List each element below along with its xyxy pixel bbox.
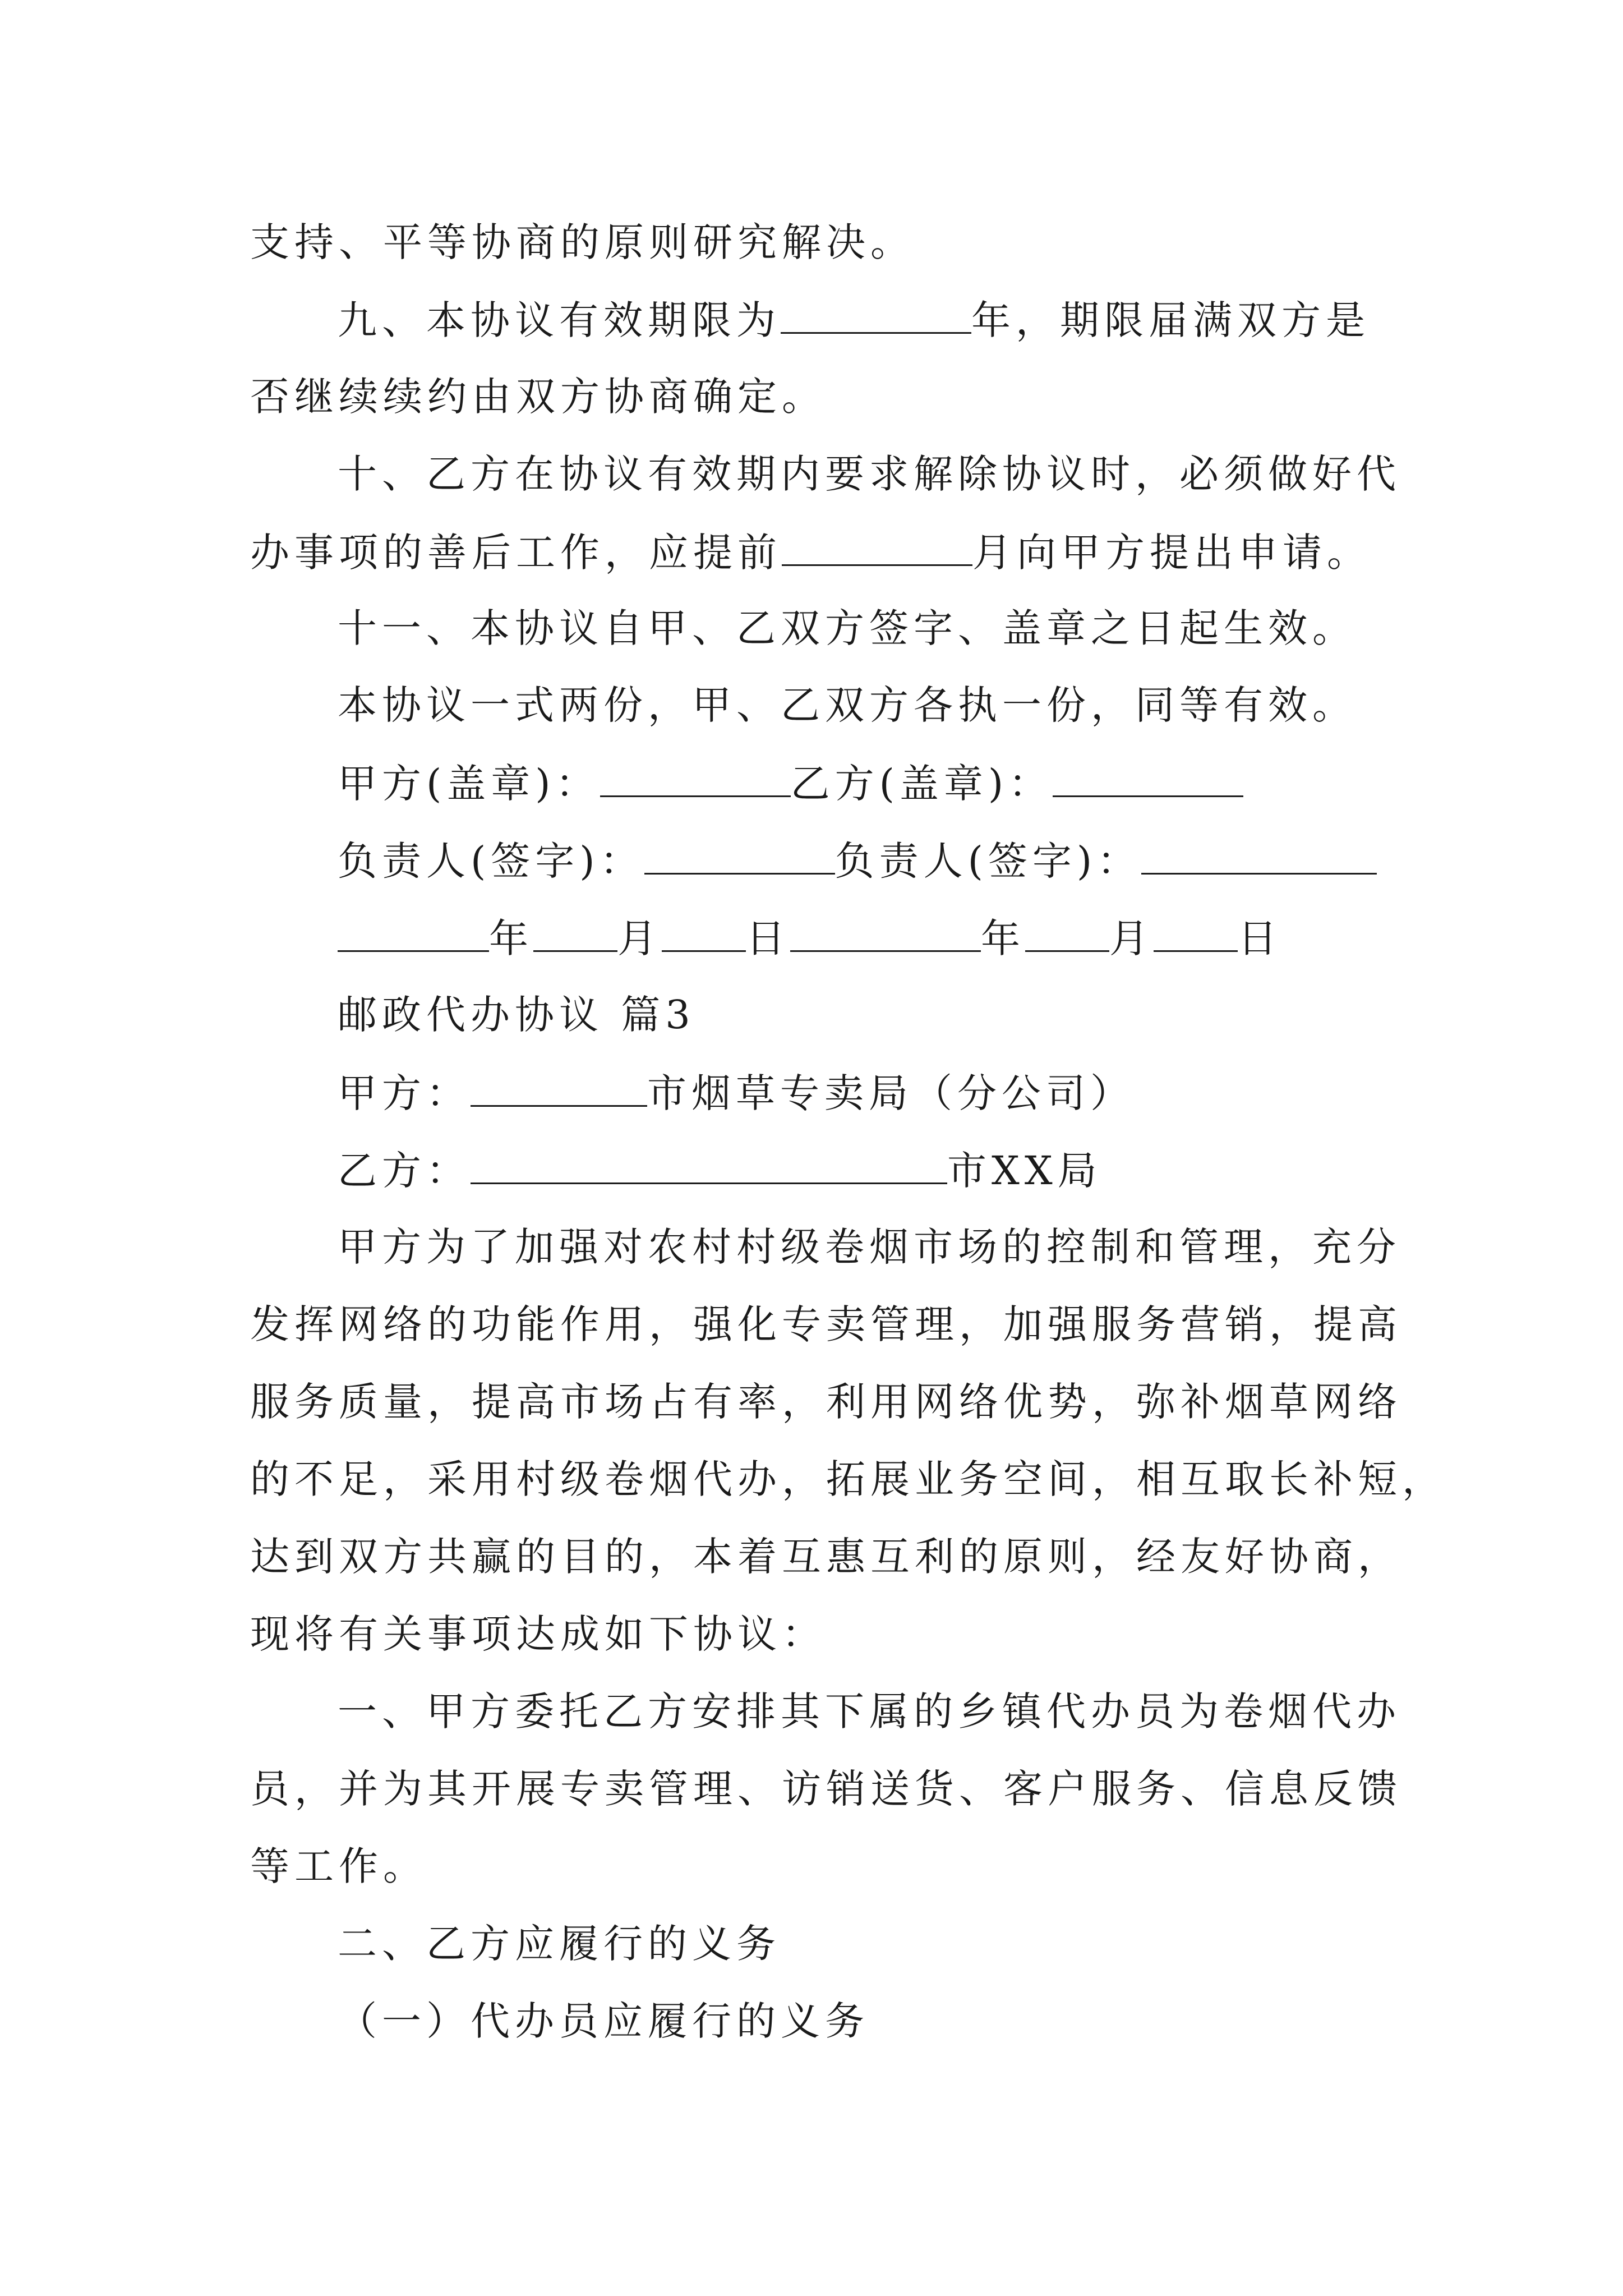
- blank-field: [338, 918, 489, 952]
- blank-field: [782, 532, 972, 566]
- party-b-line: 乙方： 市XX局: [338, 1148, 1102, 1194]
- blank-field: [471, 1073, 647, 1107]
- blank-field: [1141, 840, 1377, 875]
- blank-field: [790, 918, 981, 952]
- blank-field: [1025, 918, 1109, 952]
- paragraph-line: 甲方为了加强对农村村级卷烟市场的控制和管理，充分: [338, 1224, 1401, 1270]
- paragraph-line: 现将有关事项达成如下协议：: [250, 1611, 826, 1657]
- paragraph-line: 十一、本协议自甲、乙双方签字、盖章之日起生效。: [338, 605, 1357, 651]
- paragraph-line: 达到双方共赢的目的，本着互惠互利的原则，经友好协商，: [250, 1534, 1402, 1580]
- paragraph-line: 九、本协议有效期限为 年，期限届满双方是: [338, 297, 1370, 343]
- paragraph-line: 的不足，采用村级卷烟代办，拓展业务空间，相互取长补短，: [250, 1456, 1446, 1502]
- signature-line: 负责人(签字)： 负责人(签字)：: [338, 840, 1377, 881]
- paragraph-line: 服务质量，提高市场占有率，利用网络优势，弥补烟草网络: [250, 1379, 1402, 1425]
- paragraph-line: 发挥网络的功能作用，强化专卖管理，加强服务营销，提高: [250, 1301, 1402, 1347]
- section-heading: 邮政代办协议 篇3: [338, 992, 695, 1038]
- section-heading: 二、乙方应履行的义务: [338, 1921, 781, 1967]
- date-line: 年 月 日 年 月 日: [338, 918, 1282, 958]
- blank-field: [1154, 918, 1238, 952]
- signature-line: 甲方(盖章)： 乙方(盖章)：: [338, 763, 1243, 803]
- subsection-heading: （一）代办员应履行的义务: [338, 1998, 869, 2044]
- paragraph-line: 一、甲方委托乙方安排其下属的乡镇代办员为卷烟代办: [338, 1688, 1401, 1734]
- blank-field: [1053, 763, 1243, 797]
- paragraph-line: 办事项的善后工作，应提前 月向甲方提出申请。: [250, 530, 1371, 576]
- paragraph-line: 本协议一式两份，甲、乙双方各执一份，同等有效。: [338, 682, 1357, 728]
- paragraph-line: 否继续续约由双方协商确定。: [250, 374, 826, 420]
- paragraph-line: 员，并为其开展专卖管理、访销送货、客户服务、信息反馈: [250, 1766, 1402, 1812]
- paragraph-line: 支持、平等协商的原则研究解决。: [250, 219, 915, 265]
- party-a-line: 甲方： 市烟草专卖局（分公司）: [338, 1070, 1135, 1116]
- blank-field: [644, 840, 835, 875]
- paragraph-line: 等工作。: [250, 1843, 427, 1889]
- blank-field: [662, 918, 746, 952]
- blank-field: [471, 1150, 947, 1184]
- blank-field: [533, 918, 617, 952]
- paragraph-line: 十、乙方在协议有效期内要求解除协议时，必须做好代: [338, 451, 1401, 497]
- blank-field: [781, 300, 971, 334]
- blank-field: [600, 763, 791, 797]
